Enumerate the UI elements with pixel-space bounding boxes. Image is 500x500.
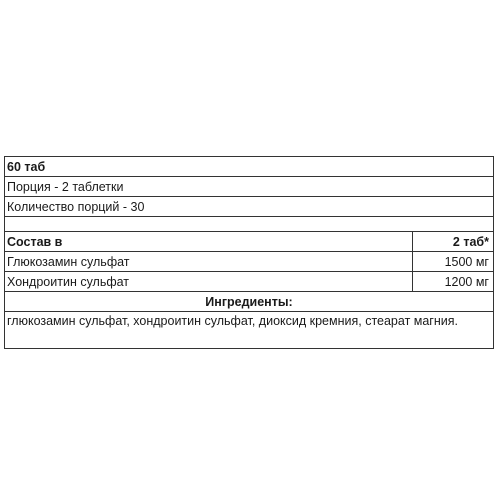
ingredients-title: Ингредиенты: — [5, 292, 493, 312]
composition-item-name: Хондроитин сульфат — [5, 272, 413, 291]
composition-row — [5, 272, 493, 292]
composition-item-name: Глюкозамин сульфат — [5, 252, 413, 271]
pack-size: 60 таб — [5, 157, 493, 177]
supplement-facts-table — [4, 156, 494, 349]
section-spacer — [5, 217, 493, 232]
composition-header-row — [5, 232, 493, 252]
composition-item-amount: 1200 мг — [444, 275, 489, 289]
composition-per-serving: 2 таб* — [452, 235, 489, 249]
ingredients-text: глюкозамин сульфат, хондроитин сульфат, диоксид кремния, стеарат магния. — [7, 314, 458, 328]
composition-item-amount: 1500 мг — [444, 255, 489, 269]
servings-count: Количество порций - 30 — [5, 197, 493, 217]
serving-size: Порция - 2 таблетки — [5, 177, 493, 197]
composition-row — [5, 252, 493, 272]
composition-header: Состав в — [5, 232, 413, 251]
